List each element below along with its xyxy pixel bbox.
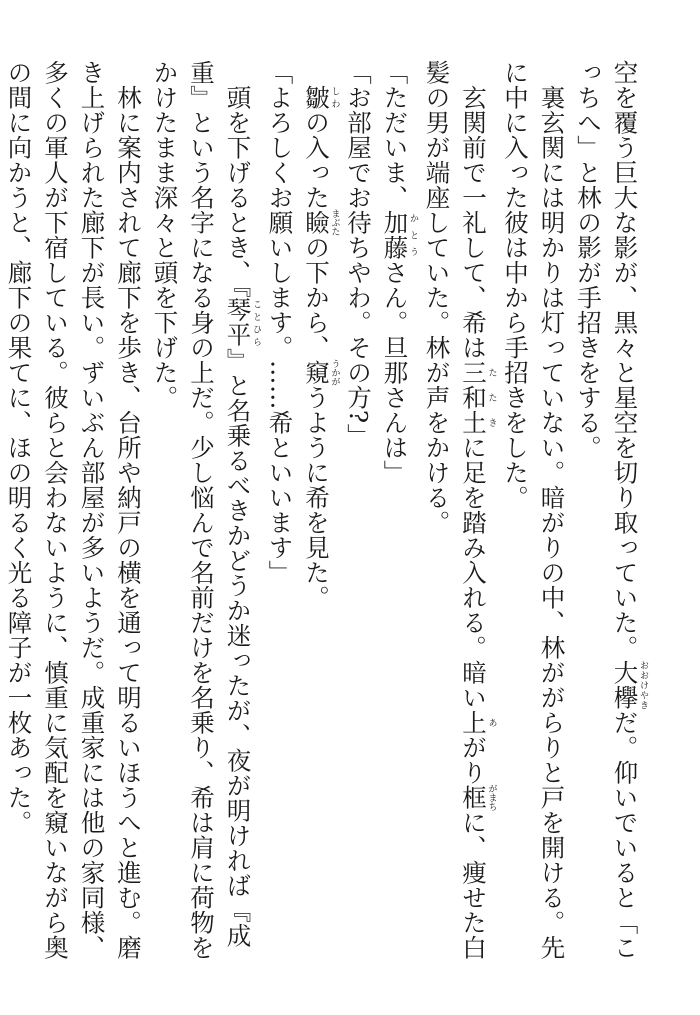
ruby-word (223, 297, 261, 348)
ruby-word (302, 358, 340, 386)
text-run: がり (459, 734, 488, 785)
furigana: しわ (329, 84, 340, 110)
paragraph (376, 60, 418, 960)
ruby-word (459, 359, 497, 435)
text-run: 空を覆う巨大な影が、黒々と星空を切り取っていた。 (610, 60, 640, 660)
ruby-word (380, 210, 418, 260)
ruby-word (610, 660, 648, 710)
ruby-base: 加藤 (380, 210, 410, 260)
furigana: まぶた (329, 208, 340, 236)
ruby-word (459, 783, 497, 811)
ruby-word (302, 84, 340, 110)
furigana: あ (486, 709, 497, 735)
text-run: 「よろしくお願いします。……希といいます」 (265, 60, 295, 585)
furigana: うかが (329, 358, 340, 386)
text-run: 頭を下げるとき、『 (223, 84, 253, 298)
paragraph (418, 60, 497, 960)
text-run: 』と名乗るべきかどうか迷ったが、夜が明ければ『成重』という名字になる身の上だ。少し悩んで名前だけを名乗り、希は肩に荷物をかけたまま深々と頭を下げた。 (150, 60, 253, 960)
paragraph (146, 60, 261, 960)
ruby-word (302, 208, 340, 236)
text-run: 玄関前で一礼して、希は (459, 84, 488, 360)
furigana: たたき (486, 359, 497, 435)
ruby-base: 三和土 (459, 359, 488, 435)
text-run: うように希を見た。 (302, 384, 331, 610)
text-run: さん。旦那さんは」 (380, 260, 410, 485)
furigana: ことひら (251, 297, 261, 348)
paragraph (298, 60, 340, 960)
text-run: に、痩せた白髪の男が端座していた。林が声をかける。 (422, 60, 488, 960)
text-run: 林に案内されて廊下を歩き、台所や納戸の横を通って明るいほうへと進む。磨き上げられた廊下が長い。ずいぶん部屋が多いようだ。成重家には他の家同様、多くの軍人が下宿している。彼らと会わないように、慎重に気配を窺いながら奥の間に向かうと、廊下の果てに、ほの明るく光る障子が一枚あった。 (4, 60, 143, 960)
ruby-base: 琴平 (223, 297, 253, 348)
ruby-base: 瞼 (302, 208, 331, 236)
paragraph (0, 60, 146, 960)
paragraph (570, 60, 649, 960)
ruby-base: 大欅 (610, 660, 640, 710)
paragraph (497, 60, 570, 960)
text-run: の入った (302, 109, 331, 210)
text-run: 裏玄関には明かりは灯っていない。暗がりの中、林ががらりと戸を開ける。先に中に入った彼は中から手招きをした。 (501, 60, 567, 960)
ruby-base: 皺 (302, 84, 331, 110)
ruby-base: 上 (459, 709, 488, 735)
furigana: がまち (486, 783, 497, 811)
furigana: かとう (408, 210, 418, 260)
text-run: だ。仰いでいると「こっちへ」と林の影が手招きをする。 (574, 60, 640, 960)
furigana: おおけやき (638, 660, 648, 710)
ruby-word (459, 709, 497, 735)
paragraph (340, 60, 377, 960)
ruby-base: 框 (459, 783, 488, 811)
text-run: に足を踏み入れる。暗い (459, 434, 488, 710)
text-run: の下から、 (302, 234, 331, 360)
text-run: 「お部屋でお待ちやわ。その方?」 (344, 60, 373, 449)
text-run: 「ただいま、 (380, 60, 410, 210)
paragraph (261, 60, 298, 960)
vertical-text-body (4, 60, 648, 960)
ruby-base: 窺 (302, 358, 331, 386)
